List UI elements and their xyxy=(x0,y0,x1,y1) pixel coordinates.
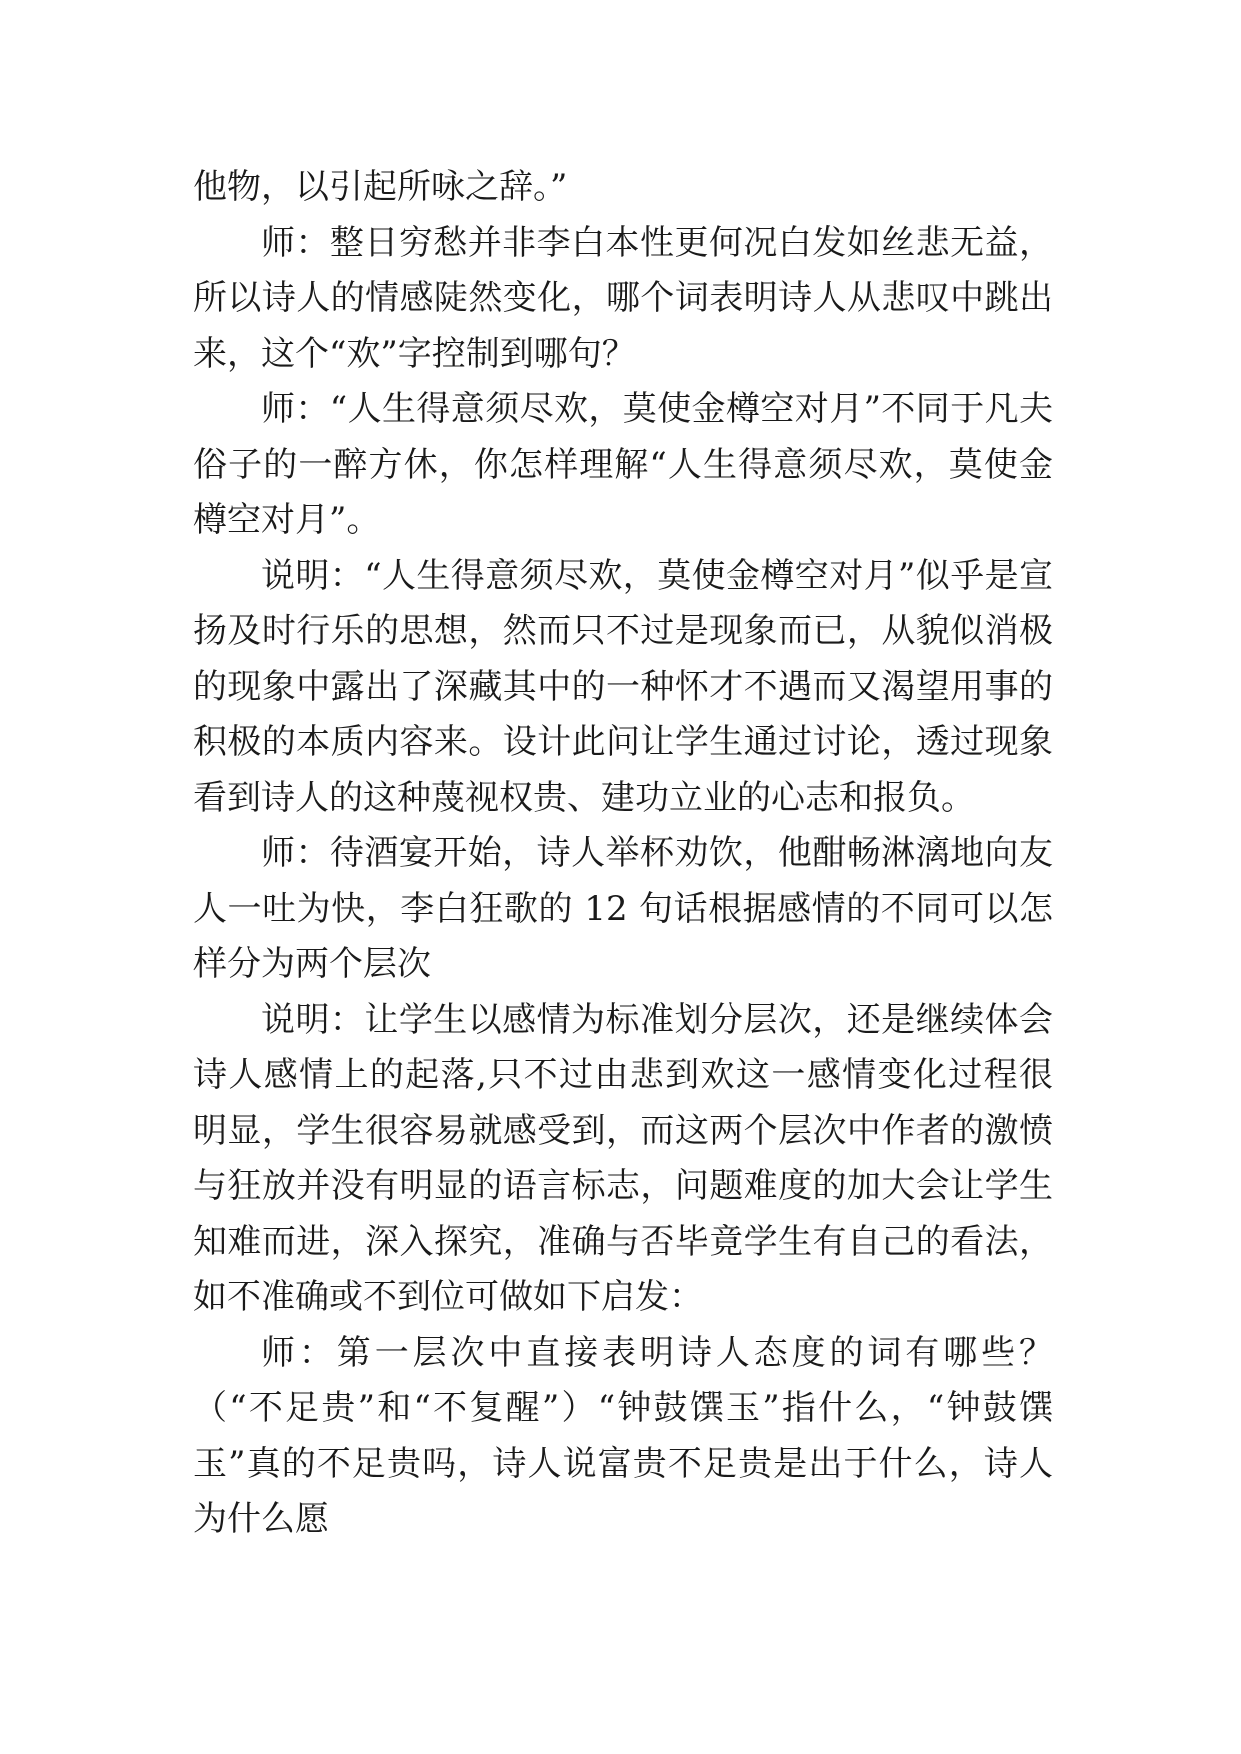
paragraph-5: 师：待酒宴开始，诗人举杯劝饮，他酣畅淋漓地向友人一吐为快，李白狂歌的 12 句话根据感情的不同可以怎样分为两个层次 xyxy=(193,833,1053,984)
paragraph-3: 师：“人生得意须尽欢，莫使金樽空对月”不同于凡夫俗子的一醉方休，你怎样理解“人生得意须尽欢，莫使金樽空对月”。 xyxy=(193,389,1053,540)
paragraph-2: 师：整日穷愁并非李白本性更何况白发如丝悲无益，所以诗人的情感陡然变化，哪个词表明诗人从悲叹中跳出来，这个“欢”字控制到哪句？ xyxy=(193,222,1053,374)
paragraph-7: 师：第一层次中直接表明诗人态度的词有哪些？（“不足贵”和“不复醒”）“钟鼓馔玉”指什么，“钟鼓馔玉”真的不足贵吗，诗人说富贵不足贵是出于什么，诗人为什么愿 xyxy=(193,1332,1053,1539)
paragraph-1: 他物，以引起所咏之辞。” xyxy=(193,167,568,207)
document-body xyxy=(193,160,1053,1548)
paragraph-6: 说明：让学生以感情为标准划分层次，还是继续体会诗人感情上的起落,只不过由悲到欢这一感情变化过程很明显，学生很容易就感受到，而这两个层次中作者的激愤与狂放并没有明显的语言标志，问题难度的加大会让学生知难而进，深入探究，准确与否毕竟学生有自己的看法，如不准确或不到位可做如下启发： xyxy=(193,999,1053,1317)
paragraph-4: 说明：“人生得意须尽欢，莫使金樽空对月”似乎是宣扬及时行乐的思想，然而只不过是现象而已，从貌似消极的现象中露出了深藏其中的一种怀才不遇而又渴望用事的积极的本质内容来。设计此问让学生通过讨论，透过现象看到诗人的这种蔑视权贵、建功立业的心志和报负。 xyxy=(193,555,1053,818)
